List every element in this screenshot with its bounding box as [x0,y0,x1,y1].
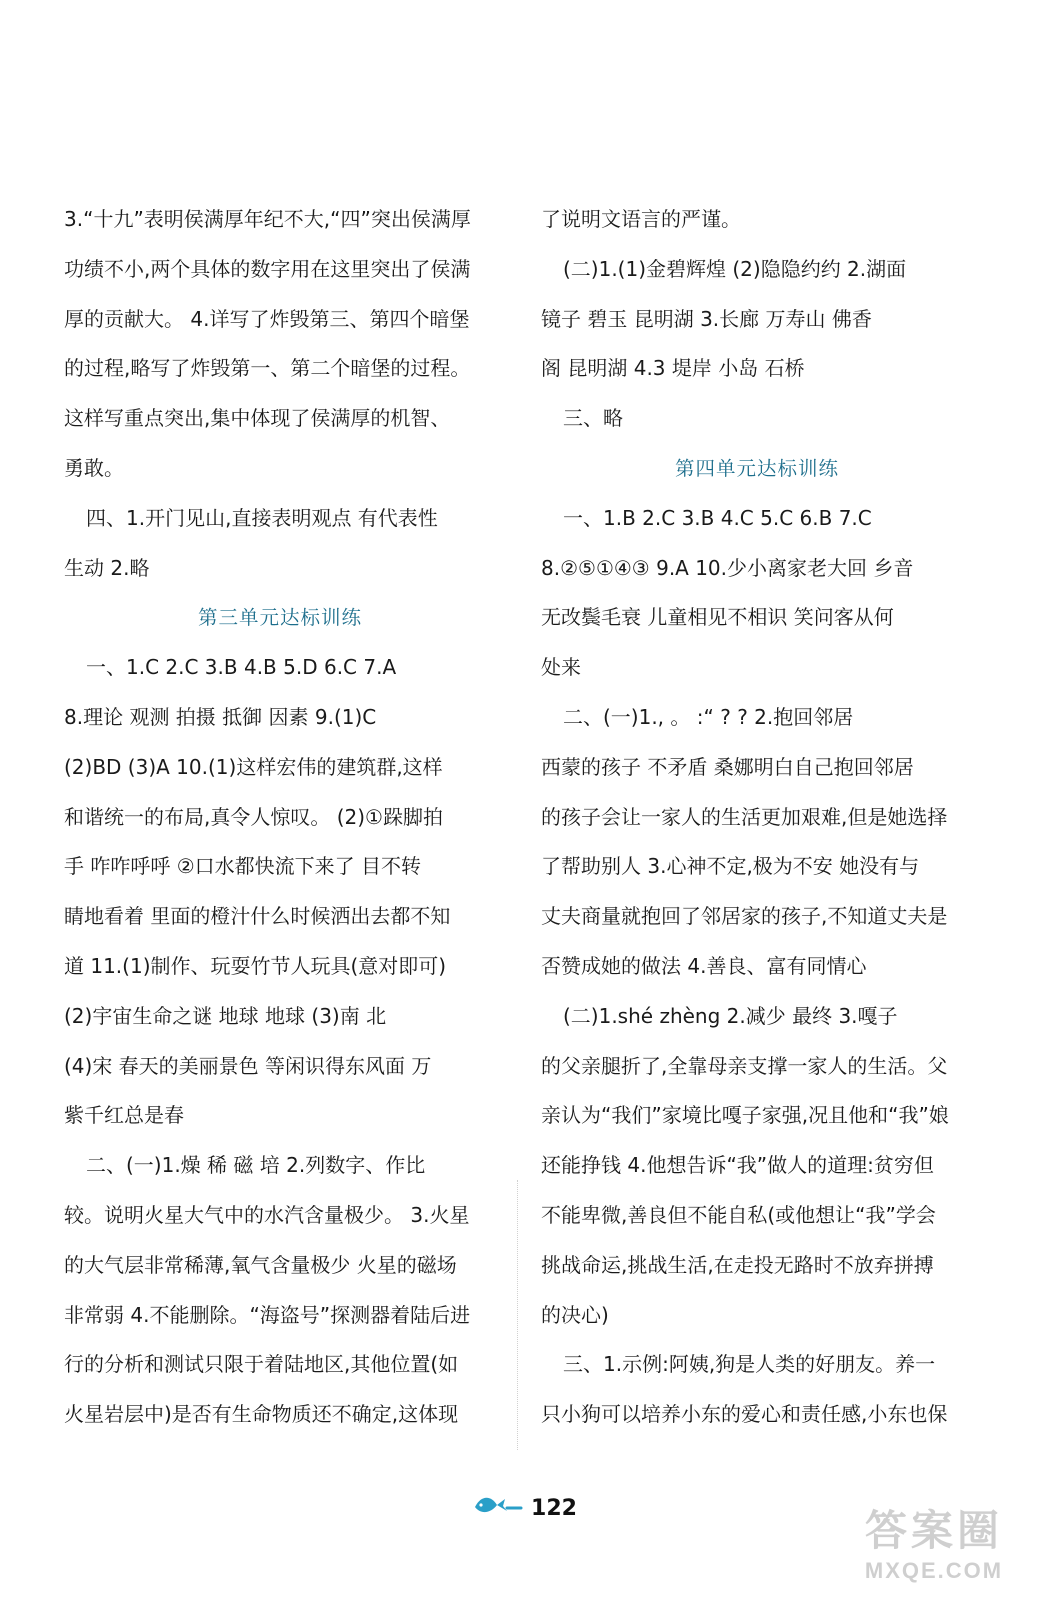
text-line: 紫千红总是春 [64,1103,184,1128]
text-line: 的大气层非常稀薄,氧气含量极少 火星的磁场 [64,1252,457,1277]
text-line: 厚的贡献大。 4.详写了炸毁第三、第四个暗堡 [64,306,470,331]
text-line: (4)宋 春天的美丽景色 等闲识得东风面 万 [64,1053,432,1078]
text-line: 的父亲腿折了,全靠母亲支撑一家人的生活。父 [541,1053,948,1078]
section-heading: 第四单元达标训练 [674,456,839,480]
text-line: 功绩不小,两个具体的数字用在这里突出了侯满 [64,256,471,281]
text-line: 手 咋咋呼呼 ②口水都快流下来了 目不转 [64,854,422,879]
text-line: 的孩子会让一家人的生活更加艰难,但是她选择 [541,804,948,829]
text-line: 8.②⑤①④③ 9.A 10.少小离家老大回 乡音 [541,555,914,580]
fish-ornament-icon [471,1493,523,1523]
text-line: 的过程,略写了炸毁第一、第二个暗堡的过程。 [64,356,471,381]
text-line: 一、1.B 2.C 3.B 4.C 5.C 6.B 7.C [563,505,872,530]
text-line: 三、略 [563,406,623,431]
watermark-url: MXQE.COM [864,1558,1004,1583]
text-line: 丈夫商量就抱回了邻居家的孩子,不知道丈夫是 [541,904,948,929]
text-line: 不能卑微,善良但不能自私(或他想让“我”学会 [541,1202,936,1227]
page-number: 122 [531,1495,577,1521]
text-line: 二、(一)1., 。 :“ ? ? 2.抱回邻居 [563,704,854,729]
text-line: 还能挣钱 4.他想告诉“我”做人的道理:贫穷但 [541,1153,934,1178]
text-line: 8.理论 观测 拍摄 抵御 因素 9.(1)C [64,704,377,729]
text-line: 阁 昆明湖 4.3 堤岸 小岛 石桥 [541,356,805,381]
text-line: 勇敢。 [64,455,124,480]
text-line: 西蒙的孩子 不矛盾 桑娜明白自己抱回邻居 [541,754,914,779]
text-line: 否赞成她的做法 4.善良、富有同情心 [541,953,867,978]
section-heading: 第三单元达标训练 [197,606,362,630]
watermark-title: 答案圈 [864,1507,1003,1554]
text-line: 只小狗可以培养小东的爱心和责任感,小东也保 [541,1402,948,1427]
text-line: 了说明文语言的严谨。 [541,207,741,231]
text-line: 亲认为“我们”家境比嘎子家强,况且他和“我”娘 [541,1103,949,1128]
text-line: 三、1.示例:阿姨,狗是人类的好朋友。养一 [563,1352,936,1377]
text-line: 3.“十九”表明侯满厚年纪不大,“四”突出侯满厚 [64,207,471,231]
text-line: 睛地看着 里面的橙汁什么时候洒出去都不知 [64,904,451,929]
text-line: 四、1.开门见山,直接表明观点 有代表性 [86,505,438,530]
text-line: 处来 [541,655,581,680]
watermark [834,1498,1034,1590]
text-line: 非常弱 4.不能删除。“海盗号”探测器着陆后进 [64,1302,471,1327]
text-line: 二、(一)1.燥 稀 磁 培 2.列数字、作比 [86,1153,426,1178]
text-line: 挑战命运,挑战生活,在走投无路时不放弃拼搏 [541,1252,934,1277]
text-line: 行的分析和测试只限于着陆地区,其他位置(如 [64,1352,459,1377]
text-line: 了帮助别人 3.心神不定,极为不安 她没有与 [541,854,920,879]
text-line: 的决心) [541,1302,609,1327]
text-line: 一、1.C 2.C 3.B 4.B 5.D 6.C 7.A [86,655,397,680]
right-column [541,195,973,1440]
text-line: 这样写重点突出,集中体现了侯满厚的机智、 [64,406,451,431]
text-line: (2)BD (3)A 10.(1)这样宏伟的建筑群,这样 [64,754,443,779]
text-line: 镜子 碧玉 昆明湖 3.长廊 万寿山 佛香 [541,306,872,331]
left-column [64,195,496,1440]
text-line: 火星岩层中)是否有生命物质还不确定,这体现 [64,1402,459,1427]
text-line: (二)1.shé zhèng 2.减少 最终 3.嘎子 [563,1003,898,1028]
column-divider [517,1180,518,1450]
text-line: 和谐统一的布局,真令人惊叹。 (2)①跺脚拍 [64,804,443,829]
text-line: 道 11.(1)制作、玩耍竹节人玩具(意对即可) [64,953,447,978]
text-line: (2)宇宙生命之谜 地球 地球 (3)南 北 [64,1003,387,1028]
text-line: 无改鬓毛衰 儿童相见不相识 笑问客从何 [541,605,894,630]
text-line: 生动 2.略 [64,555,150,580]
text-line: 较。说明火星大气中的水汽含量极少。 3.火星 [64,1202,470,1227]
text-line: (二)1.(1)金碧辉煌 (2)隐隐约约 2.湖面 [563,256,907,281]
